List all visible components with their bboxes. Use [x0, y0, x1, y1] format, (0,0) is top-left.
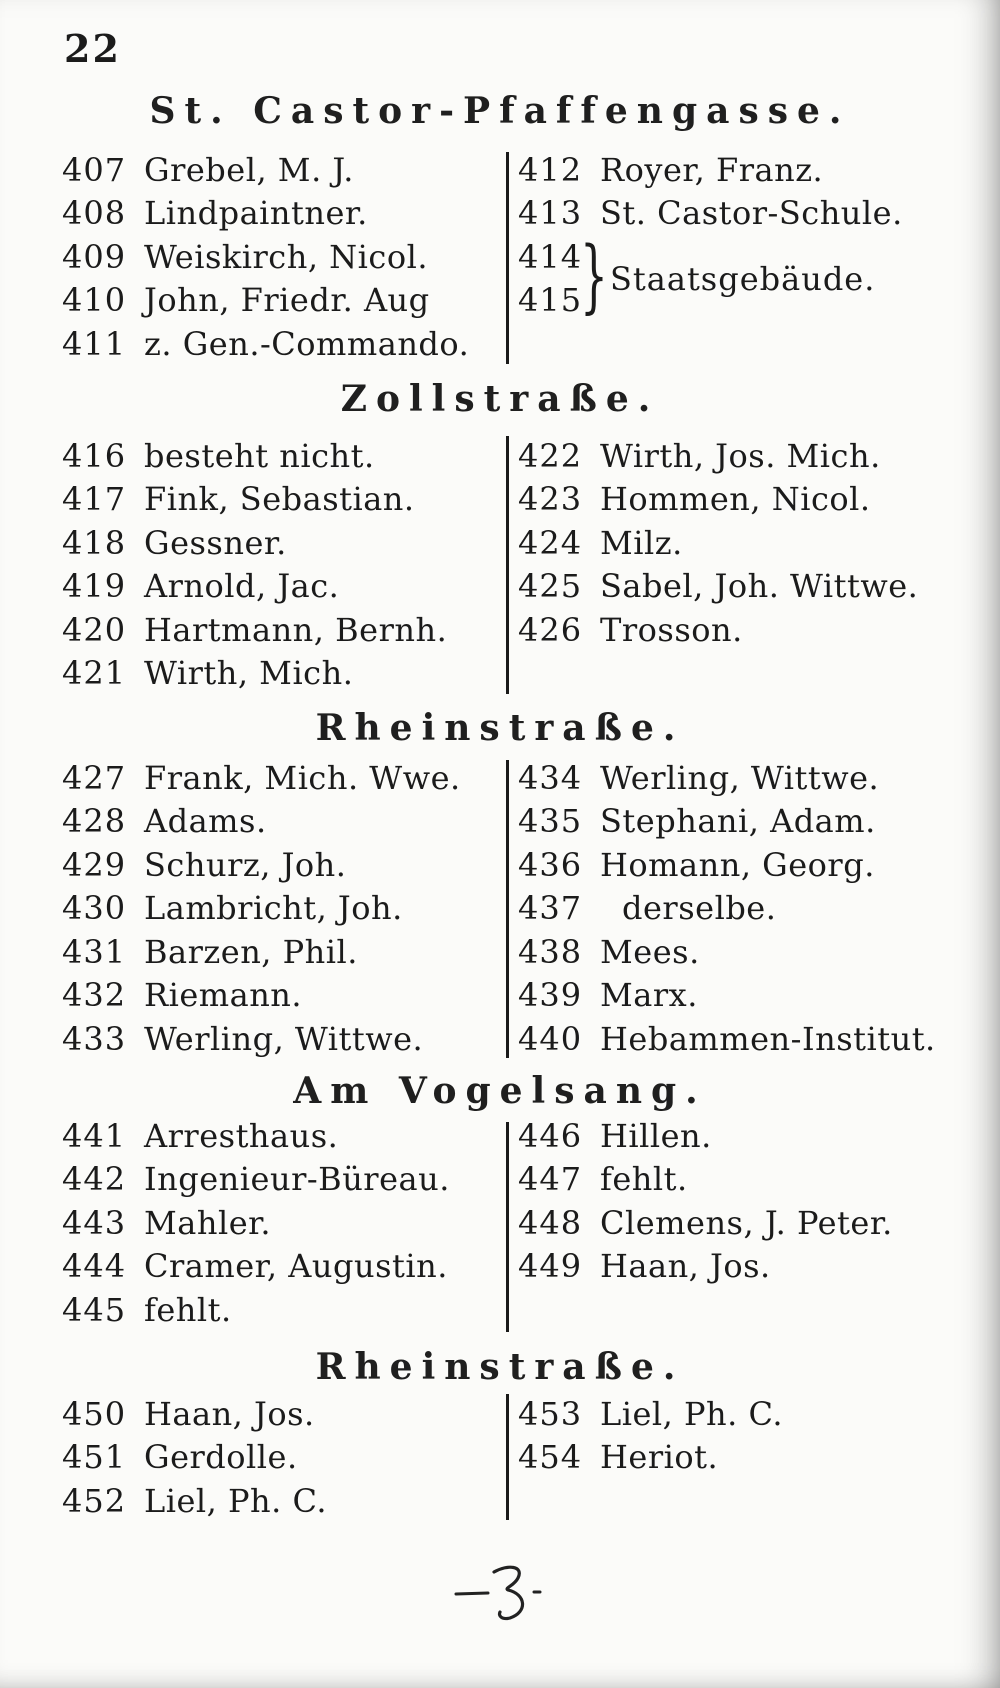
house-entry: [62, 1201, 502, 1245]
resident-name: Schurz, Joh.: [144, 845, 347, 884]
house-entry: [518, 1201, 958, 1245]
house-entry: [62, 1114, 502, 1158]
house-number: 428: [62, 802, 127, 841]
right-column: [518, 434, 958, 652]
resident-name: Marx.: [600, 976, 698, 1015]
left-column: [62, 148, 502, 366]
house-entry: [518, 974, 958, 1018]
house-entry: [62, 235, 502, 279]
resident-name: Liel, Ph. C.: [600, 1394, 783, 1433]
resident-name: Heriot.: [600, 1438, 719, 1477]
house-number: 431: [62, 932, 127, 971]
house-number: 447: [518, 1160, 583, 1199]
house-entry: [62, 192, 502, 236]
resident-name: Werling, Wittwe.: [600, 758, 880, 797]
house-number: 450: [62, 1394, 127, 1433]
house-number: 427: [62, 758, 127, 797]
resident-name: Mahler.: [144, 1203, 272, 1242]
house-entry: [62, 1392, 502, 1436]
house-number: 443: [62, 1203, 127, 1242]
house-number: 435: [518, 802, 583, 841]
house-number: 419: [62, 567, 127, 606]
house-entry: [62, 608, 502, 652]
house-number: 423: [518, 480, 583, 519]
resident-name: fehlt.: [600, 1160, 688, 1199]
resident-name: Wirth, Mich.: [144, 654, 354, 693]
house-number: 446: [518, 1116, 583, 1155]
house-entry: [518, 887, 958, 931]
house-number: 425: [518, 567, 583, 606]
resident-name: Hillen.: [600, 1116, 712, 1155]
house-entry: [62, 1288, 502, 1332]
house-number: 416: [62, 436, 127, 475]
column-divider: [506, 436, 509, 694]
house-number: 413: [518, 194, 583, 233]
resident-name: Werling, Wittwe.: [144, 1019, 424, 1058]
house-entry: [62, 800, 502, 844]
house-entry: [518, 478, 958, 522]
resident-name: Weiskirch, Nicol.: [144, 237, 428, 276]
column-divider: [506, 1122, 509, 1332]
house-number: 420: [62, 610, 127, 649]
house-number: 412: [518, 150, 583, 189]
house-entry: [518, 1114, 958, 1158]
house-number: 441: [62, 1116, 127, 1155]
right-column: [518, 756, 958, 1061]
brace-group: [580, 228, 876, 322]
house-entry: [62, 843, 502, 887]
house-number: 437: [518, 889, 583, 928]
resident-name: Frank, Mich. Wwe.: [144, 758, 461, 797]
resident-name: derselbe.: [622, 889, 777, 928]
resident-name: St. Castor-Schule.: [600, 194, 903, 233]
resident-name: fehlt.: [144, 1290, 232, 1329]
house-entry: [62, 974, 502, 1018]
house-entry: [62, 434, 502, 478]
house-number: 440: [518, 1019, 583, 1058]
house-number: 433: [62, 1019, 127, 1058]
house-entry: [518, 930, 958, 974]
resident-name: Arresthaus.: [144, 1116, 339, 1155]
house-number: 409: [62, 237, 127, 276]
resident-name: Trosson.: [600, 610, 743, 649]
resident-name: Royer, Franz.: [600, 150, 824, 189]
resident-name: Hommen, Nicol.: [600, 480, 871, 519]
resident-name: Wirth, Jos. Mich.: [600, 436, 881, 475]
street-heading-zollstrasse: Zollstraße.: [340, 378, 660, 420]
house-entry: [518, 1392, 958, 1436]
house-entry: [62, 322, 502, 366]
resident-name: Grebel, M. J.: [144, 150, 354, 189]
house-number: 422: [518, 436, 583, 475]
house-entry: [518, 1017, 958, 1061]
resident-name: Cramer, Augustin.: [144, 1247, 448, 1286]
house-number: 438: [518, 932, 583, 971]
left-column: [62, 434, 502, 695]
house-entry: [62, 1479, 502, 1523]
house-number: 448: [518, 1203, 583, 1242]
house-number: 436: [518, 845, 583, 884]
house-entry: [62, 565, 502, 609]
street-heading-st-castor-pfaffengasse: St. Castor-Pfaffengasse.: [149, 90, 851, 132]
resident-name: Barzen, Phil.: [144, 932, 358, 971]
house-entry: [62, 1158, 502, 1202]
house-number: 415: [518, 281, 583, 320]
house-number: 421: [62, 654, 127, 693]
left-column: [62, 1392, 502, 1523]
house-number: 442: [62, 1160, 127, 1199]
resident-name: besteht nicht.: [144, 436, 375, 475]
house-number: 414: [518, 237, 583, 276]
resident-name: Stephani, Adam.: [600, 802, 876, 841]
resident-name: Haan, Jos.: [144, 1394, 315, 1433]
resident-name: Clemens, J. Peter.: [600, 1203, 893, 1242]
house-number: 452: [62, 1481, 127, 1520]
house-entry: [62, 930, 502, 974]
house-number: 424: [518, 523, 583, 562]
resident-name: Hartmann, Bernh.: [144, 610, 448, 649]
resident-name: Gerdolle.: [144, 1438, 298, 1477]
house-entry: [518, 1436, 958, 1480]
house-entry: [518, 148, 958, 192]
resident-name: Adams.: [144, 802, 267, 841]
right-column: [518, 1392, 958, 1479]
house-entry: [518, 756, 958, 800]
right-column: [518, 1114, 958, 1288]
house-number: 407: [62, 150, 127, 189]
column-divider: [506, 152, 509, 364]
house-number: 432: [62, 976, 127, 1015]
house-entry: [62, 1436, 502, 1480]
house-number: 429: [62, 845, 127, 884]
resident-name: Ingenieur-Büreau.: [144, 1160, 450, 1199]
house-number: 410: [62, 281, 127, 320]
house-number: 454: [518, 1438, 583, 1477]
house-entry: [62, 887, 502, 931]
house-entry: [62, 521, 502, 565]
house-entry: [518, 608, 958, 652]
street-heading-rheinstrasse-2: Rheinstraße.: [315, 1346, 685, 1388]
house-number: 449: [518, 1247, 583, 1286]
house-number: 453: [518, 1394, 583, 1433]
house-number: 439: [518, 976, 583, 1015]
house-entry: [518, 843, 958, 887]
house-number: 417: [62, 480, 127, 519]
left-column: [62, 756, 502, 1061]
house-entry: [62, 279, 502, 323]
house-entry: [518, 800, 958, 844]
house-number: 451: [62, 1438, 127, 1477]
house-entry: [62, 1245, 502, 1289]
resident-name: Liel, Ph. C.: [144, 1481, 327, 1520]
street-heading-rheinstrasse: Rheinstraße.: [315, 707, 685, 749]
house-entry: [518, 1245, 958, 1289]
house-number: 418: [62, 523, 127, 562]
resident-name: Fink, Sebastian.: [144, 480, 415, 519]
resident-name: Lambricht, Joh.: [144, 889, 403, 928]
left-column: [62, 1114, 502, 1332]
house-number: 426: [518, 610, 583, 649]
brace-label: Staatsgebäude.: [610, 259, 876, 298]
resident-name: z. Gen.-Commando.: [144, 324, 470, 363]
resident-name: Mees.: [600, 932, 700, 971]
resident-name: Milz.: [600, 523, 683, 562]
house-entry: [62, 148, 502, 192]
resident-name: Arnold, Jac.: [144, 567, 340, 606]
resident-name: Lindpaintner.: [144, 194, 368, 233]
resident-name: Hebammen-Institut.: [600, 1019, 936, 1058]
resident-name: Haan, Jos.: [600, 1247, 771, 1286]
house-entry: [518, 521, 958, 565]
house-number: 434: [518, 758, 583, 797]
page-number: 22: [64, 26, 121, 71]
house-entry: [518, 434, 958, 478]
house-number: 430: [62, 889, 127, 928]
house-number: 445: [62, 1290, 127, 1329]
resident-name: Gessner.: [144, 523, 287, 562]
house-number: 408: [62, 194, 127, 233]
house-number: 444: [62, 1247, 127, 1286]
handwritten-mark-icon: [448, 1550, 558, 1630]
column-divider: [506, 1394, 509, 1520]
column-divider: [506, 760, 509, 1058]
curly-brace-icon: }: [580, 228, 608, 322]
house-entry: [62, 1017, 502, 1061]
resident-name: John, Friedr. Aug: [144, 281, 430, 320]
street-heading-am-vogelsang: Am Vogelsang.: [293, 1070, 707, 1112]
resident-name: Riemann.: [144, 976, 303, 1015]
house-number: 411: [62, 324, 127, 363]
house-entry: [62, 652, 502, 696]
resident-name: Homann, Georg.: [600, 845, 875, 884]
resident-name: Sabel, Joh. Wittwe.: [600, 567, 919, 606]
house-entry: [518, 565, 958, 609]
house-entry: [518, 1158, 958, 1202]
house-entry: [62, 478, 502, 522]
house-entry: [62, 756, 502, 800]
